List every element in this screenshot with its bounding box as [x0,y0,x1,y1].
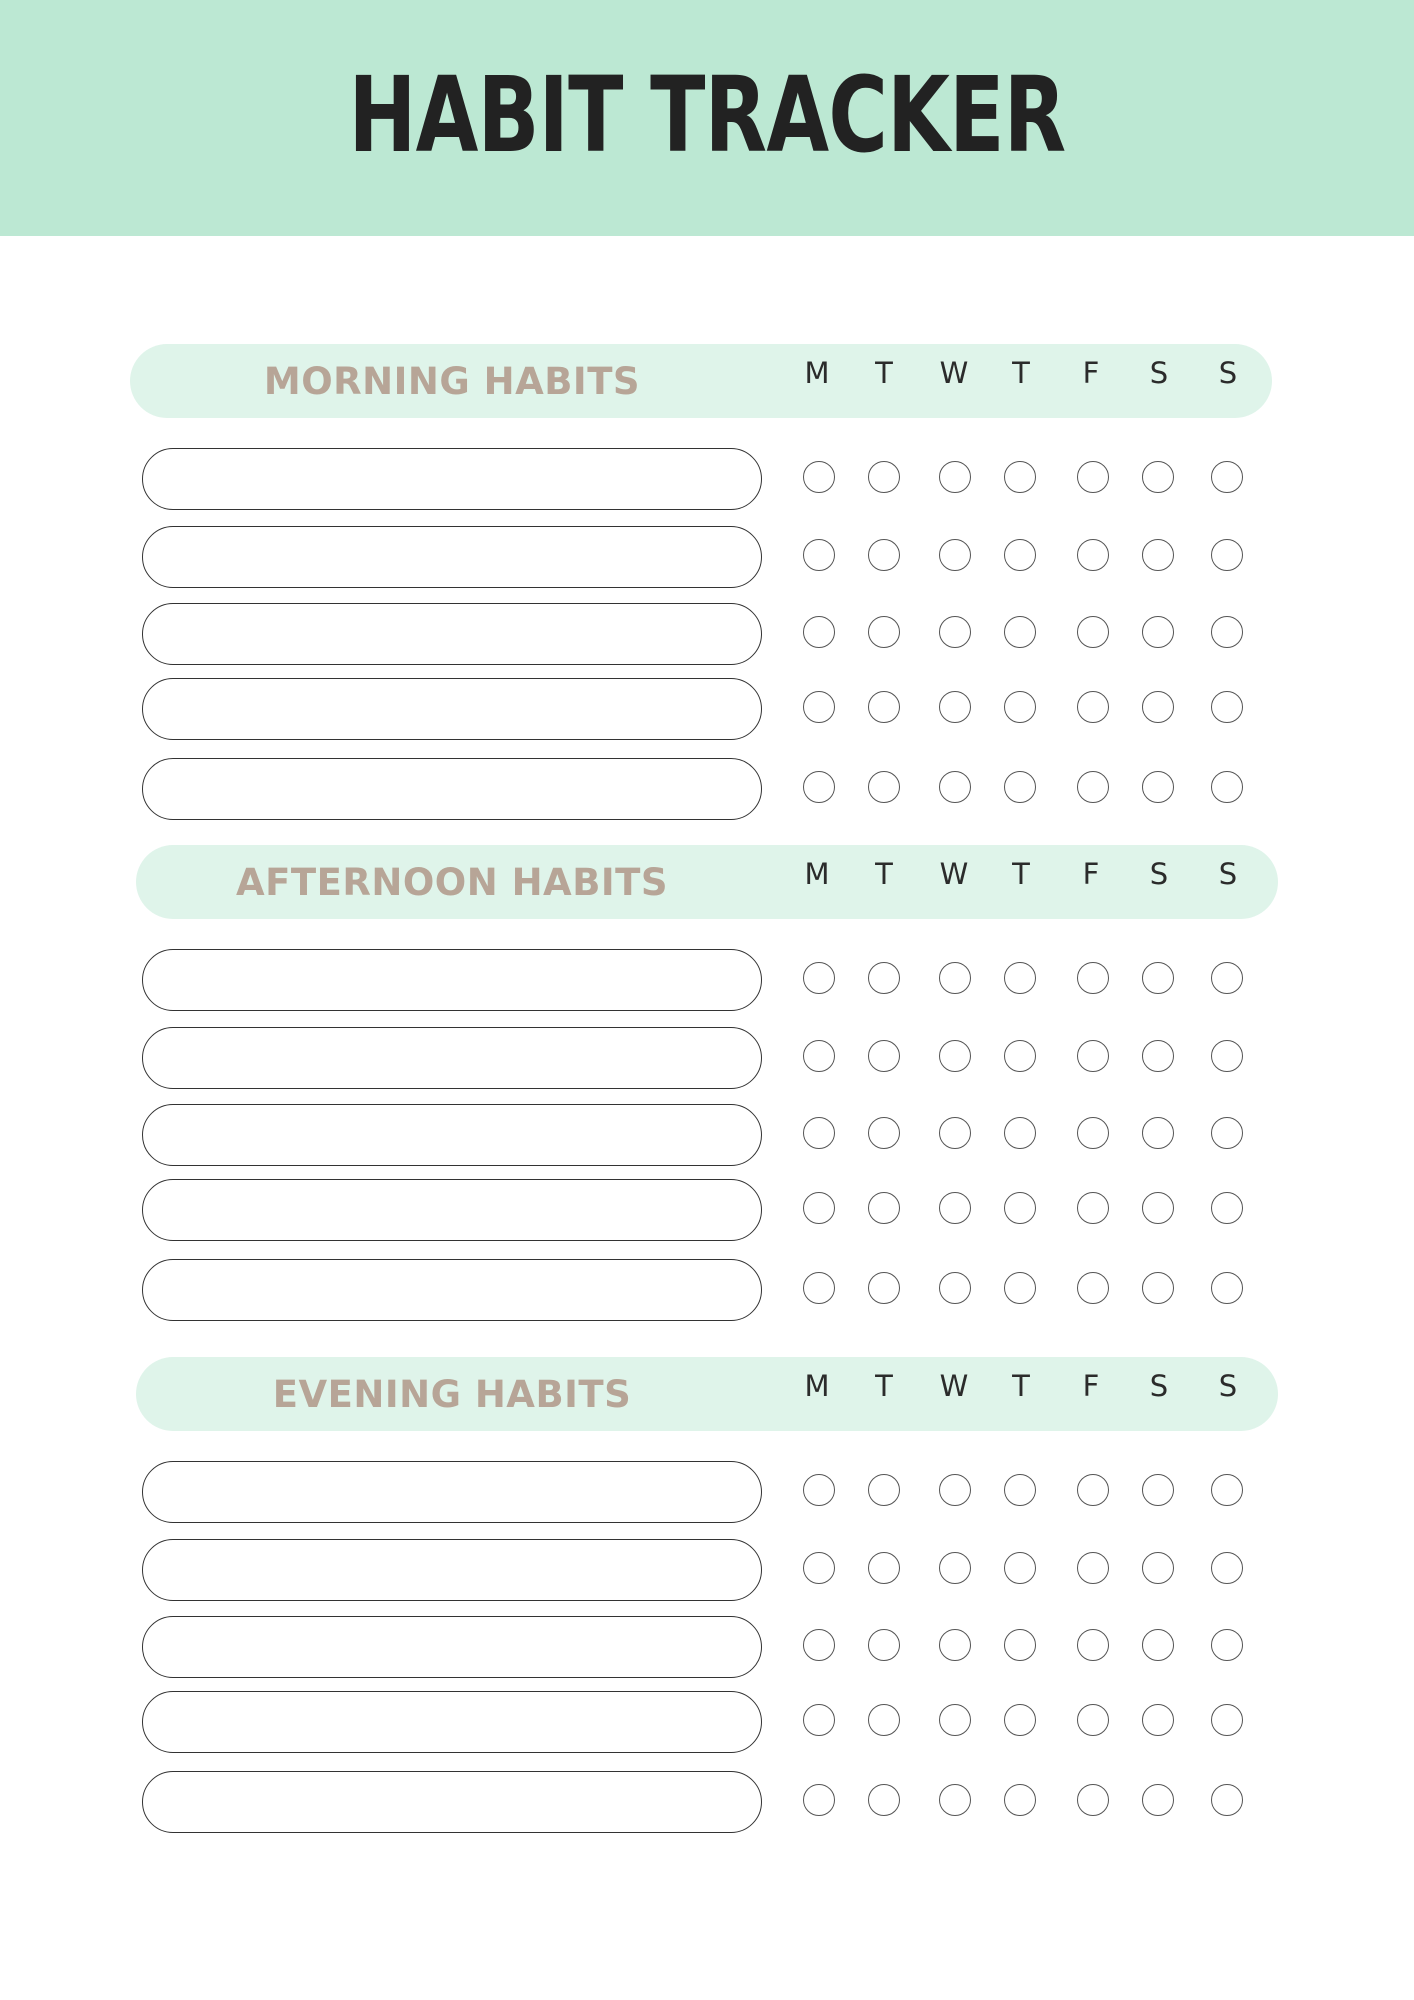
day-checkbox[interactable] [1142,616,1174,648]
day-checkbox[interactable] [1077,1629,1109,1661]
day-checkbox[interactable] [1004,1704,1036,1736]
habit-input-field[interactable] [142,1461,762,1523]
day-checkbox[interactable] [803,461,835,493]
day-checkbox[interactable] [1077,1474,1109,1506]
day-checkbox[interactable] [939,962,971,994]
day-checkbox[interactable] [1004,691,1036,723]
day-checkbox[interactable] [1211,1272,1243,1304]
day-checkbox[interactable] [1211,1629,1243,1661]
day-label: S [1218,857,1238,891]
day-checkbox[interactable] [1142,771,1174,803]
day-checkbox[interactable] [868,1272,900,1304]
day-checkbox[interactable] [1004,771,1036,803]
day-checkbox[interactable] [939,1784,971,1816]
day-checkbox[interactable] [939,1704,971,1736]
day-checkbox[interactable] [939,691,971,723]
day-checkbox[interactable] [803,1474,835,1506]
day-checkbox[interactable] [1142,1474,1174,1506]
day-checkbox[interactable] [1211,539,1243,571]
day-checkbox[interactable] [868,1040,900,1072]
day-label: T [1012,1369,1030,1403]
day-checkbox[interactable] [803,1192,835,1224]
day-checkbox[interactable] [1211,1192,1243,1224]
day-checkbox[interactable] [803,1784,835,1816]
day-checkbox[interactable] [868,1784,900,1816]
day-checkbox[interactable] [1004,1192,1036,1224]
day-checkbox[interactable] [803,539,835,571]
day-checkbox[interactable] [939,1629,971,1661]
day-checkbox[interactable] [868,1192,900,1224]
day-checkbox[interactable] [1142,1784,1174,1816]
day-checkbox[interactable] [1077,691,1109,723]
day-checkbox[interactable] [1142,1192,1174,1224]
day-checkbox[interactable] [868,1629,900,1661]
day-checkbox[interactable] [939,771,971,803]
day-checkbox[interactable] [868,616,900,648]
day-checkbox[interactable] [1211,616,1243,648]
day-label: T [875,356,893,390]
day-checkbox[interactable] [1142,691,1174,723]
day-checkbox[interactable] [1142,461,1174,493]
day-checkbox[interactable] [1004,1784,1036,1816]
day-checkbox[interactable] [1077,1040,1109,1072]
habit-input-field[interactable] [142,526,762,588]
day-label: M [804,1369,830,1403]
day-checkbox[interactable] [803,771,835,803]
day-label: S [1149,857,1169,891]
day-checkbox[interactable] [1142,1704,1174,1736]
day-checkbox[interactable] [939,461,971,493]
habit-input-field[interactable] [142,1027,762,1089]
habit-input-field[interactable] [142,1539,762,1601]
day-checkbox[interactable] [1142,1552,1174,1584]
habit-input-field[interactable] [142,1259,762,1321]
day-label: T [875,1369,893,1403]
habit-input-field[interactable] [142,1104,762,1166]
day-checkbox[interactable] [868,1474,900,1506]
day-checkbox[interactable] [803,1552,835,1584]
day-checkbox[interactable] [939,1192,971,1224]
section-title: MORNING HABITS [263,359,641,403]
day-checkbox[interactable] [1211,1704,1243,1736]
day-checkbox[interactable] [803,691,835,723]
day-checkbox[interactable] [1211,1474,1243,1506]
day-checkbox[interactable] [803,1272,835,1304]
day-checkbox[interactable] [1142,962,1174,994]
section-title: EVENING HABITS [272,1372,632,1416]
day-checkbox[interactable] [1211,461,1243,493]
day-checkbox[interactable] [1004,461,1036,493]
habit-input-field[interactable] [142,1691,762,1753]
day-checkbox[interactable] [1142,1629,1174,1661]
habit-input-field[interactable] [142,678,762,740]
day-label: W [939,857,969,891]
day-checkbox[interactable] [1004,1117,1036,1149]
day-checkbox[interactable] [868,1117,900,1149]
day-checkbox[interactable] [1004,1629,1036,1661]
day-checkbox[interactable] [939,1474,971,1506]
day-checkbox[interactable] [1004,1040,1036,1072]
day-checkbox[interactable] [1004,1474,1036,1506]
day-checkbox[interactable] [1211,691,1243,723]
day-checkbox[interactable] [939,1117,971,1149]
day-checkbox[interactable] [1077,1704,1109,1736]
day-label: S [1149,356,1169,390]
day-checkbox[interactable] [1211,962,1243,994]
day-checkbox[interactable] [939,1040,971,1072]
day-label: M [804,356,830,390]
section-title: AFTERNOON HABITS [235,860,669,904]
day-checkbox[interactable] [1142,1272,1174,1304]
day-label: S [1149,1369,1169,1403]
day-checkbox[interactable] [939,539,971,571]
day-label: F [1082,857,1100,891]
day-checkbox[interactable] [1211,1040,1243,1072]
day-label: S [1218,1369,1238,1403]
day-checkbox[interactable] [803,1117,835,1149]
day-checkbox[interactable] [1004,1272,1036,1304]
day-label: T [875,857,893,891]
day-label: F [1082,356,1100,390]
habit-input-field[interactable] [142,448,762,510]
day-checkbox[interactable] [868,691,900,723]
day-label: W [939,1369,969,1403]
day-checkbox[interactable] [868,1704,900,1736]
day-checkbox[interactable] [1077,771,1109,803]
day-checkbox[interactable] [1142,539,1174,571]
day-checkbox[interactable] [1004,539,1036,571]
habit-input-field[interactable] [142,1616,762,1678]
day-checkbox[interactable] [868,539,900,571]
day-checkbox[interactable] [1077,616,1109,648]
day-checkbox[interactable] [1004,962,1036,994]
day-checkbox[interactable] [939,1552,971,1584]
day-checkbox[interactable] [1004,616,1036,648]
day-checkbox[interactable] [868,771,900,803]
day-checkbox[interactable] [1077,1552,1109,1584]
day-checkbox[interactable] [1077,1117,1109,1149]
day-label: W [939,356,969,390]
day-checkbox[interactable] [1077,539,1109,571]
day-checkbox[interactable] [803,962,835,994]
habit-input-field[interactable] [142,1771,762,1833]
day-label: M [804,857,830,891]
day-checkbox[interactable] [939,1272,971,1304]
day-checkbox[interactable] [1077,1192,1109,1224]
habit-input-field[interactable] [142,758,762,820]
day-checkbox[interactable] [803,1040,835,1072]
day-label: T [1012,857,1030,891]
day-checkbox[interactable] [1211,771,1243,803]
day-checkbox[interactable] [1077,1272,1109,1304]
day-checkbox[interactable] [1142,1040,1174,1072]
day-label: S [1218,356,1238,390]
day-checkbox[interactable] [1211,1117,1243,1149]
day-checkbox[interactable] [1211,1784,1243,1816]
day-checkbox[interactable] [1077,962,1109,994]
day-checkbox[interactable] [803,616,835,648]
day-checkbox[interactable] [868,1552,900,1584]
day-checkbox[interactable] [1077,461,1109,493]
page-title: HABIT TRACKER [348,54,1066,176]
day-checkbox[interactable] [939,616,971,648]
day-checkbox[interactable] [803,1704,835,1736]
day-checkbox[interactable] [1211,1552,1243,1584]
day-label: F [1082,1369,1100,1403]
habit-input-field[interactable] [142,603,762,665]
day-label: T [1012,356,1030,390]
day-checkbox[interactable] [1142,1117,1174,1149]
day-checkbox[interactable] [1004,1552,1036,1584]
day-checkbox[interactable] [803,1629,835,1661]
habit-input-field[interactable] [142,1179,762,1241]
day-checkbox[interactable] [868,962,900,994]
day-checkbox[interactable] [1077,1784,1109,1816]
habit-input-field[interactable] [142,949,762,1011]
day-checkbox[interactable] [868,461,900,493]
